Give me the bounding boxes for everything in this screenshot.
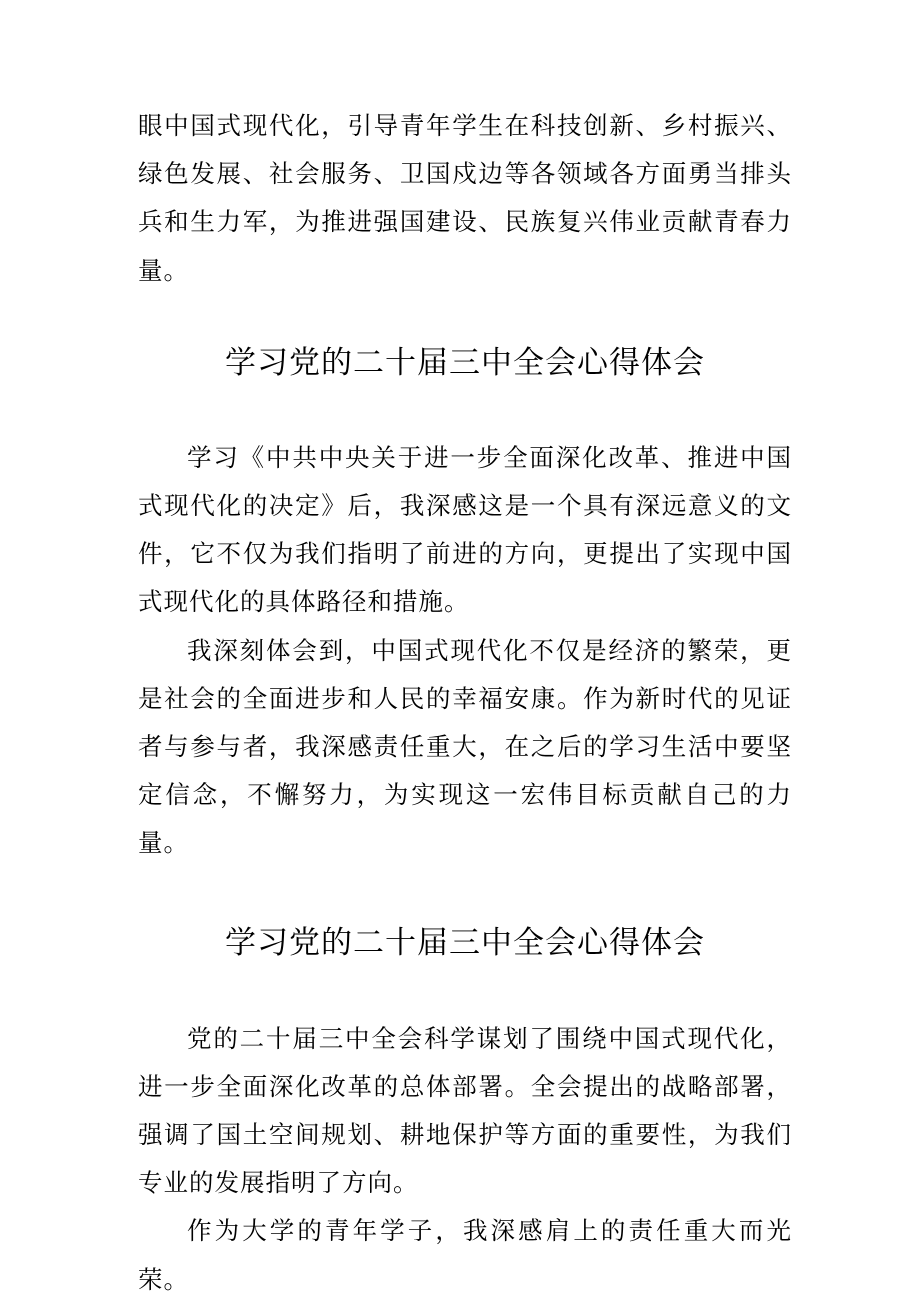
section-2 [138, 923, 792, 1304]
section-paragraph: 我深刻体会到，中国式现代化不仅是经济的繁荣，更是社会的全面进步和人民的幸福安康。作为新时代的见证者与参与者，我深感责任重大，在之后的学习生活中要坚定信念，不懈努力，为实现这一宏伟目标贡献自己的力量。 [138, 635, 792, 858]
intro-paragraph: 眼中国式现代化，引导青年学生在科技创新、乡村振兴、绿色发展、社会服务、卫国戍边等各领域各方面勇当排头兵和生力军，为推进强国建设、民族复兴伟业贡献青春力量。 [138, 111, 792, 285]
section-paragraph: 学习《中共中央关于进一步全面深化改革、推进中国式现代化的决定》后，我深感这是一个具有深远意义的文件，它不仅为我们指明了前进的方向，更提出了实现中国式现代化的具体路径和措施。 [138, 442, 792, 617]
section-paragraph: 党的二十届三中全会科学谋划了围绕中国式现代化，进一步全面深化改革的总体部署。全会提出的战略部署，强调了国土空间规划、耕地保护等方面的重要性，为我们专业的发展指明了方向。 [138, 1023, 792, 1198]
section-title: 学习党的二十届三中全会心得体会 [225, 924, 705, 961]
section-1 [138, 343, 792, 868]
section-paragraph: 作为大学的青年学子，我深感肩上的责任重大而光荣。 [138, 1216, 792, 1294]
section-title: 学习党的二十届三中全会心得体会 [225, 344, 705, 381]
